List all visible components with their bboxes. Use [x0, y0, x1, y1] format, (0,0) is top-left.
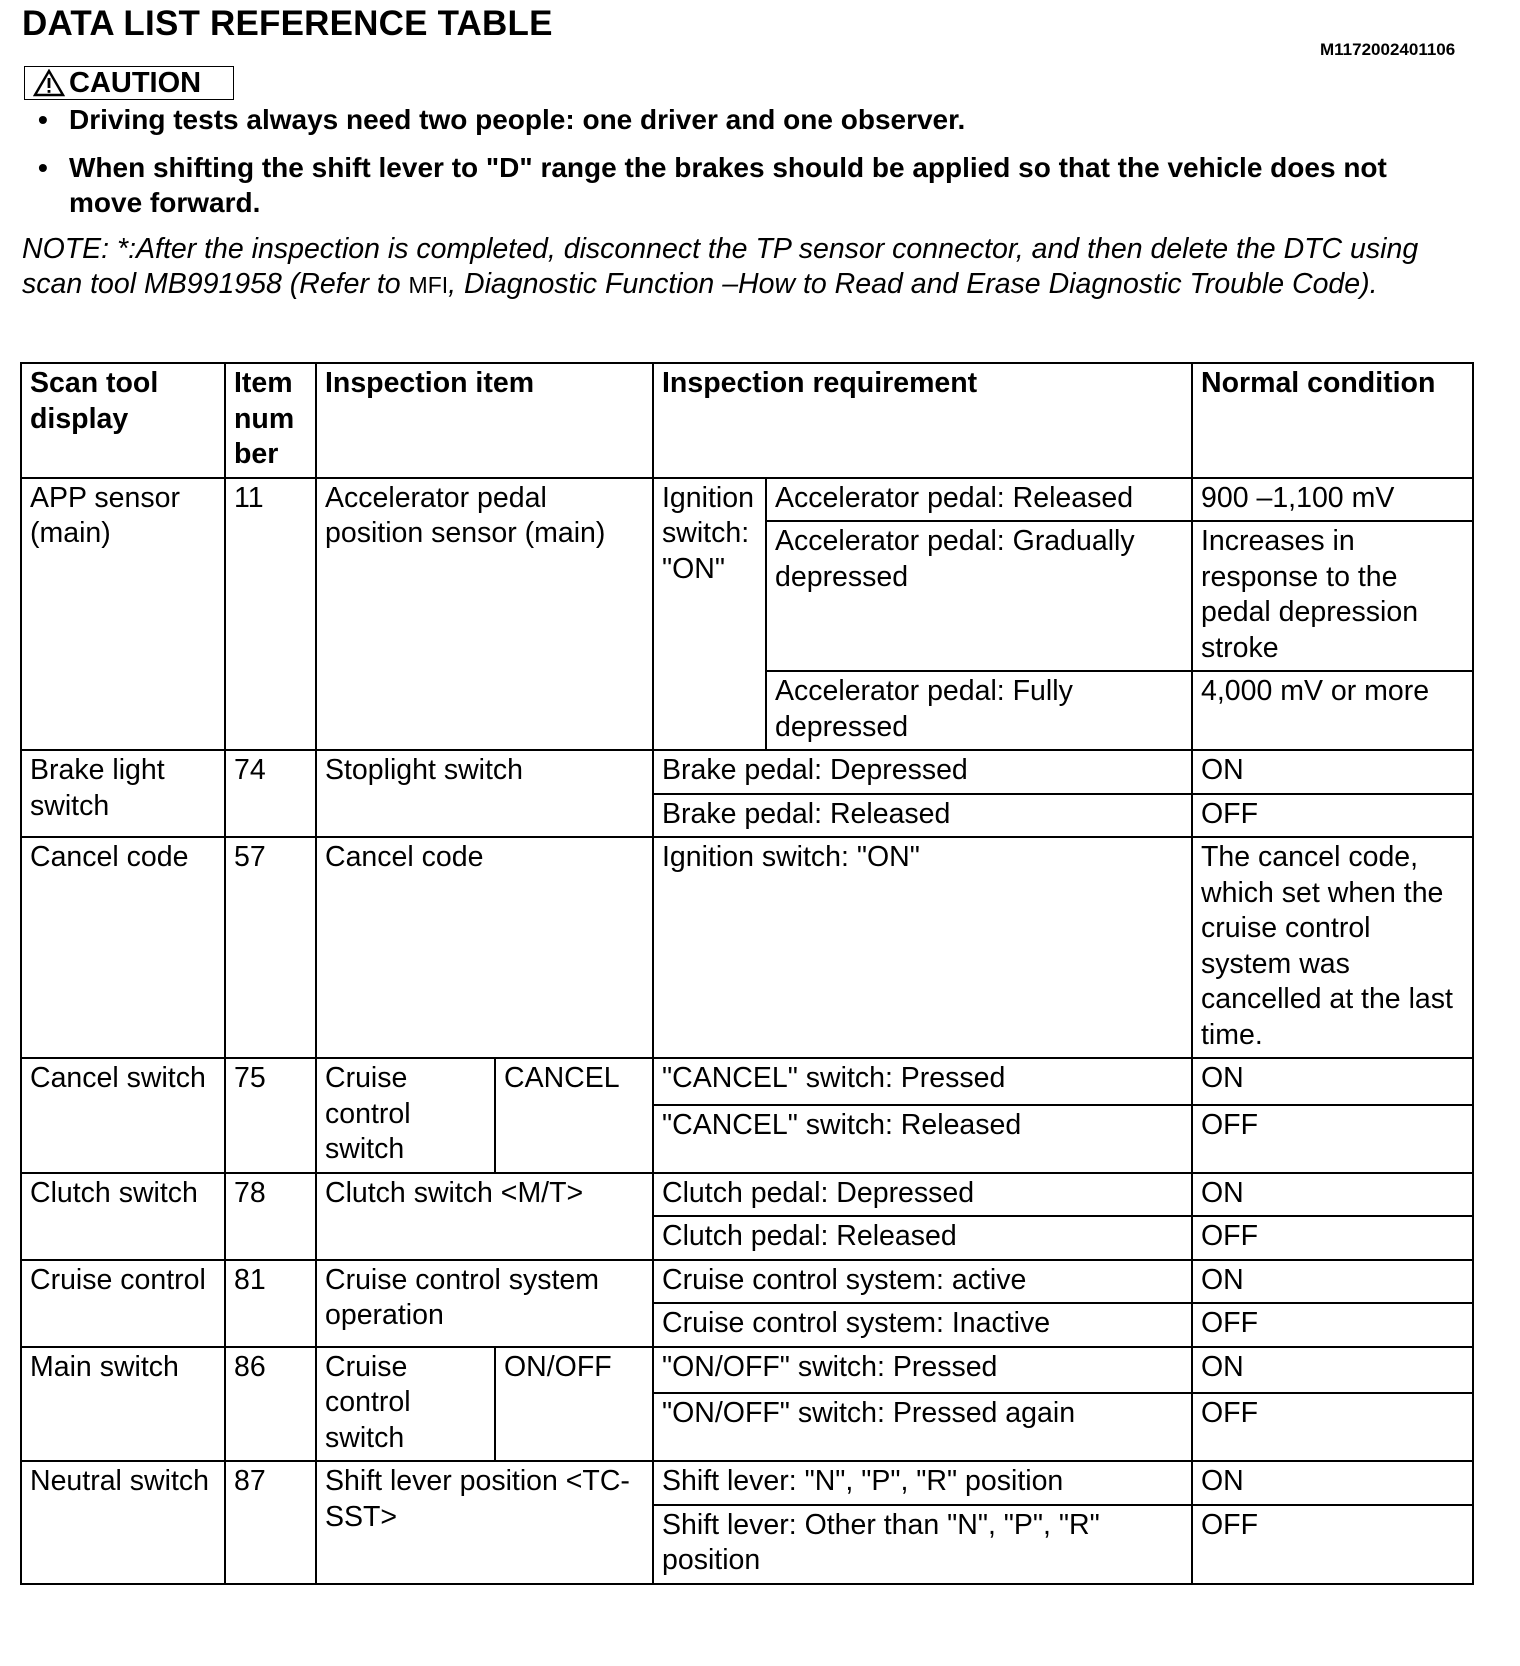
cell-normal: OFF — [1192, 794, 1473, 838]
caution-bullet: • Driving tests always need two people: one driver and one observer. — [38, 102, 1458, 137]
document-id: M1172002401106 — [1320, 40, 1456, 59]
table-row — [21, 1260, 1473, 1304]
cell-item-number: 81 — [225, 1260, 316, 1347]
cell-requirement: Shift lever: Other than "N", "P", "R" position — [653, 1505, 1192, 1584]
cell-display: Clutch switch — [21, 1173, 225, 1260]
cell-requirement: Brake pedal: Depressed — [653, 750, 1192, 794]
cell-normal: 4,000 mV or more — [1192, 671, 1473, 750]
note-text — [22, 232, 1462, 303]
cell-display: Cruise control — [21, 1260, 225, 1347]
cell-requirement: Accelerator pedal: Released — [766, 478, 1192, 522]
table-row — [21, 837, 1473, 1058]
cell-inspection-item: Accelerator pedal position sensor (main) — [316, 478, 653, 751]
cell-requirement: Brake pedal: Released — [653, 794, 1192, 838]
cell-normal: ON — [1192, 1260, 1473, 1304]
cell-normal: OFF — [1192, 1505, 1473, 1584]
cell-inspection-sub-item: ON/OFF — [495, 1347, 653, 1462]
cell-inspection-sub-item: CANCEL — [495, 1058, 653, 1173]
table-row — [21, 1461, 1473, 1505]
caution-box — [24, 66, 234, 100]
cell-normal: OFF — [1192, 1216, 1473, 1260]
header-inspection-requirement: Inspection requirement — [653, 363, 1192, 478]
table-row — [21, 1347, 1473, 1394]
header-normal-condition: Normal condition — [1192, 363, 1473, 478]
cell-normal: ON — [1192, 750, 1473, 794]
cell-item-number: 78 — [225, 1173, 316, 1260]
cell-item-number: 75 — [225, 1058, 316, 1173]
cell-display: Cancel switch — [21, 1058, 225, 1173]
cell-normal: The cancel code, which set when the cruise control system was cancelled at the last time. — [1192, 837, 1473, 1058]
cell-requirement: "ON/OFF" switch: Pressed — [653, 1347, 1192, 1394]
caution-list — [38, 102, 1458, 233]
table-row — [21, 1058, 1473, 1105]
cell-requirement: Cruise control system: Inactive — [653, 1303, 1192, 1347]
cell-normal: Increases in response to the pedal depression stroke — [1192, 521, 1473, 671]
cell-normal: OFF — [1192, 1105, 1473, 1173]
cell-inspection-item: Cancel code — [316, 837, 653, 1058]
cell-display: APP sensor (main) — [21, 478, 225, 751]
cell-requirement: Accelerator pedal: Gradually depressed — [766, 521, 1192, 671]
note-text-start: NOTE: *:After the inspection is completed, disconnect the TP sensor connector, and then delete the DTC using scan tool MB991958 (Refer to — [22, 233, 1419, 300]
cell-inspection-item: Clutch switch <M/T> — [316, 1173, 653, 1260]
cell-requirement: "CANCEL" switch: Released — [653, 1105, 1192, 1173]
header-inspection-item: Inspection item — [316, 363, 653, 478]
cell-inspection-item: Cruise control switch — [316, 1347, 495, 1462]
cell-item-number: 86 — [225, 1347, 316, 1462]
cell-normal: OFF — [1192, 1393, 1473, 1461]
cell-inspection-item: Cruise control switch — [316, 1058, 495, 1173]
cell-normal: ON — [1192, 1173, 1473, 1217]
cell-inspection-item: Cruise control system operation — [316, 1260, 653, 1347]
header-item-number: Item num ber — [225, 363, 316, 478]
cell-normal: OFF — [1192, 1303, 1473, 1347]
cell-requirement: "CANCEL" switch: Pressed — [653, 1058, 1192, 1105]
page-title: DATA LIST REFERENCE TABLE — [22, 4, 553, 43]
cell-display: Main switch — [21, 1347, 225, 1462]
cell-display: Cancel code — [21, 837, 225, 1058]
cell-normal: ON — [1192, 1461, 1473, 1505]
data-list-table — [20, 362, 1474, 1585]
cell-item-number: 57 — [225, 837, 316, 1058]
table-row — [21, 1173, 1473, 1217]
cell-normal: ON — [1192, 1347, 1473, 1394]
cell-normal: 900 –1,100 mV — [1192, 478, 1473, 522]
cell-requirement: Cruise control system: active — [653, 1260, 1192, 1304]
cell-display: Brake light switch — [21, 750, 225, 837]
cell-inspection-item: Stoplight switch — [316, 750, 653, 837]
header-scan-tool-display: Scan tool display — [21, 363, 225, 478]
table-row — [21, 750, 1473, 794]
cell-condition: Ignition switch: "ON" — [653, 478, 766, 751]
cell-normal: ON — [1192, 1058, 1473, 1105]
cell-item-number: 87 — [225, 1461, 316, 1584]
cell-requirement: Clutch pedal: Released — [653, 1216, 1192, 1260]
cell-item-number: 74 — [225, 750, 316, 837]
cell-display: Neutral switch — [21, 1461, 225, 1584]
table-row — [21, 478, 1473, 522]
caution-label: CAUTION — [69, 66, 202, 99]
cell-requirement: Ignition switch: "ON" — [653, 837, 1192, 1058]
cell-inspection-item: Shift lever position <TC-SST> — [316, 1461, 653, 1584]
warning-triangle-icon — [33, 69, 65, 97]
table-header-row — [21, 363, 1473, 478]
note-text-end: , Diagnostic Function –How to Read and Erase Diagnostic Trouble Code). — [448, 268, 1378, 300]
caution-bullet: • When shifting the shift lever to "D" range the brakes should be applied so that the vehicle does not move forward. — [38, 150, 1458, 220]
cell-requirement: Accelerator pedal: Fully depressed — [766, 671, 1192, 750]
note-mfi-reference: MFI — [408, 272, 449, 298]
cell-item-number: 11 — [225, 478, 316, 751]
cell-requirement: Clutch pedal: Depressed — [653, 1173, 1192, 1217]
cell-requirement: "ON/OFF" switch: Pressed again — [653, 1393, 1192, 1461]
cell-requirement: Shift lever: "N", "P", "R" position — [653, 1461, 1192, 1505]
